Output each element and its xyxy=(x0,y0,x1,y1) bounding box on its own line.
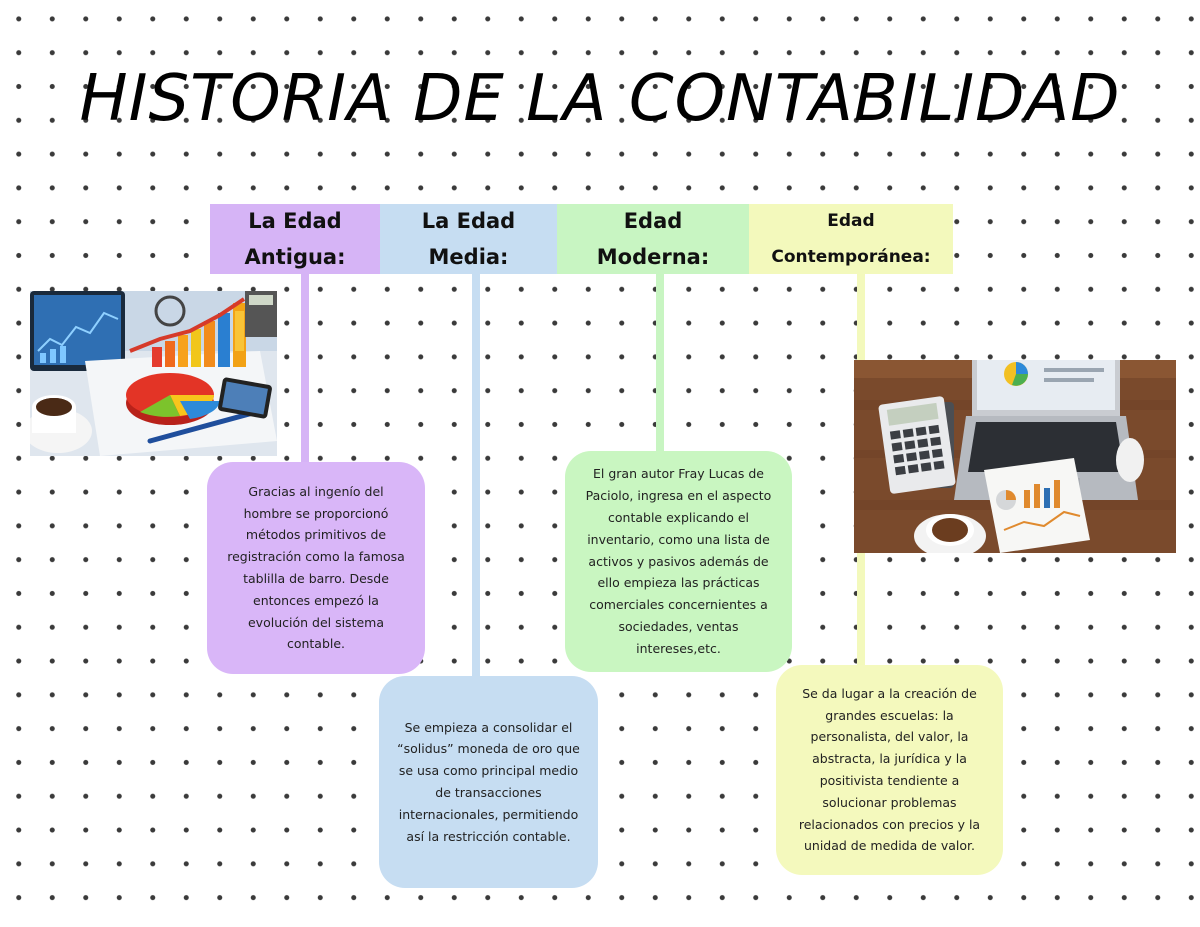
finance-charts-illustration xyxy=(30,291,277,456)
connector-line-antigua xyxy=(301,274,309,468)
header-edad-contemporanea-line2: Contemporánea: xyxy=(771,247,931,267)
header-edad-media-line2: Media: xyxy=(428,245,509,269)
header-edad-moderna-line1: Edad xyxy=(623,209,683,233)
header-edad-media-line1: La Edad xyxy=(421,209,516,233)
header-edad-contemporanea xyxy=(749,204,953,274)
finance-charts-photo xyxy=(30,291,277,456)
text-box-moderna xyxy=(565,451,792,672)
header-edad-antigua-line2: Antigua: xyxy=(244,245,346,269)
text-box-media xyxy=(379,676,598,888)
header-edad-antigua xyxy=(210,204,380,274)
header-edad-contemporanea-line1: Edad xyxy=(827,211,875,231)
page-title: HISTORIA DE LA CONTABILIDAD xyxy=(79,62,1121,136)
text-box-moderna-text: El gran autor Fray Lucas de Paciolo, ingresa en el aspecto contable explicando el inventario, como una lista de activos y pasivos además de ello empieza las prácticas comerciales concernientes a sociedades, ventas intereses,etc. xyxy=(585,466,772,656)
header-edad-antigua-line1: La Edad xyxy=(248,209,342,233)
text-box-media-text: Se empieza a consolidar el “solidus” moneda de oro que se usa como principal medio de transacciones internacionales, permitiendo así la restricción contable. xyxy=(397,719,580,844)
header-edad-moderna-line2: Moderna: xyxy=(596,245,710,269)
text-box-antigua-text: Gracias al ingenío del hombre se proporcionó métodos primitivos de registración como la famosa tablilla de barro. Desde entonces empezó la evolución del sistema contable. xyxy=(227,483,405,652)
text-box-contemporanea xyxy=(776,665,1003,875)
text-box-antigua xyxy=(207,462,425,674)
connector-line-media xyxy=(472,274,480,679)
text-box-contemporanea-text: Se da lugar a la creación de grandes escuelas: la personalista, del valor, la abstracta, la jurídica y la positivista tendiente a solucionar problemas relacionados con precios y la unidad de medida de valor. xyxy=(798,685,981,854)
header-edad-moderna xyxy=(557,204,749,274)
laptop-calculator-photo xyxy=(854,360,1176,553)
connector-line-moderna xyxy=(656,274,664,454)
laptop-calculator-illustration xyxy=(854,360,1176,553)
header-edad-media xyxy=(380,204,557,274)
